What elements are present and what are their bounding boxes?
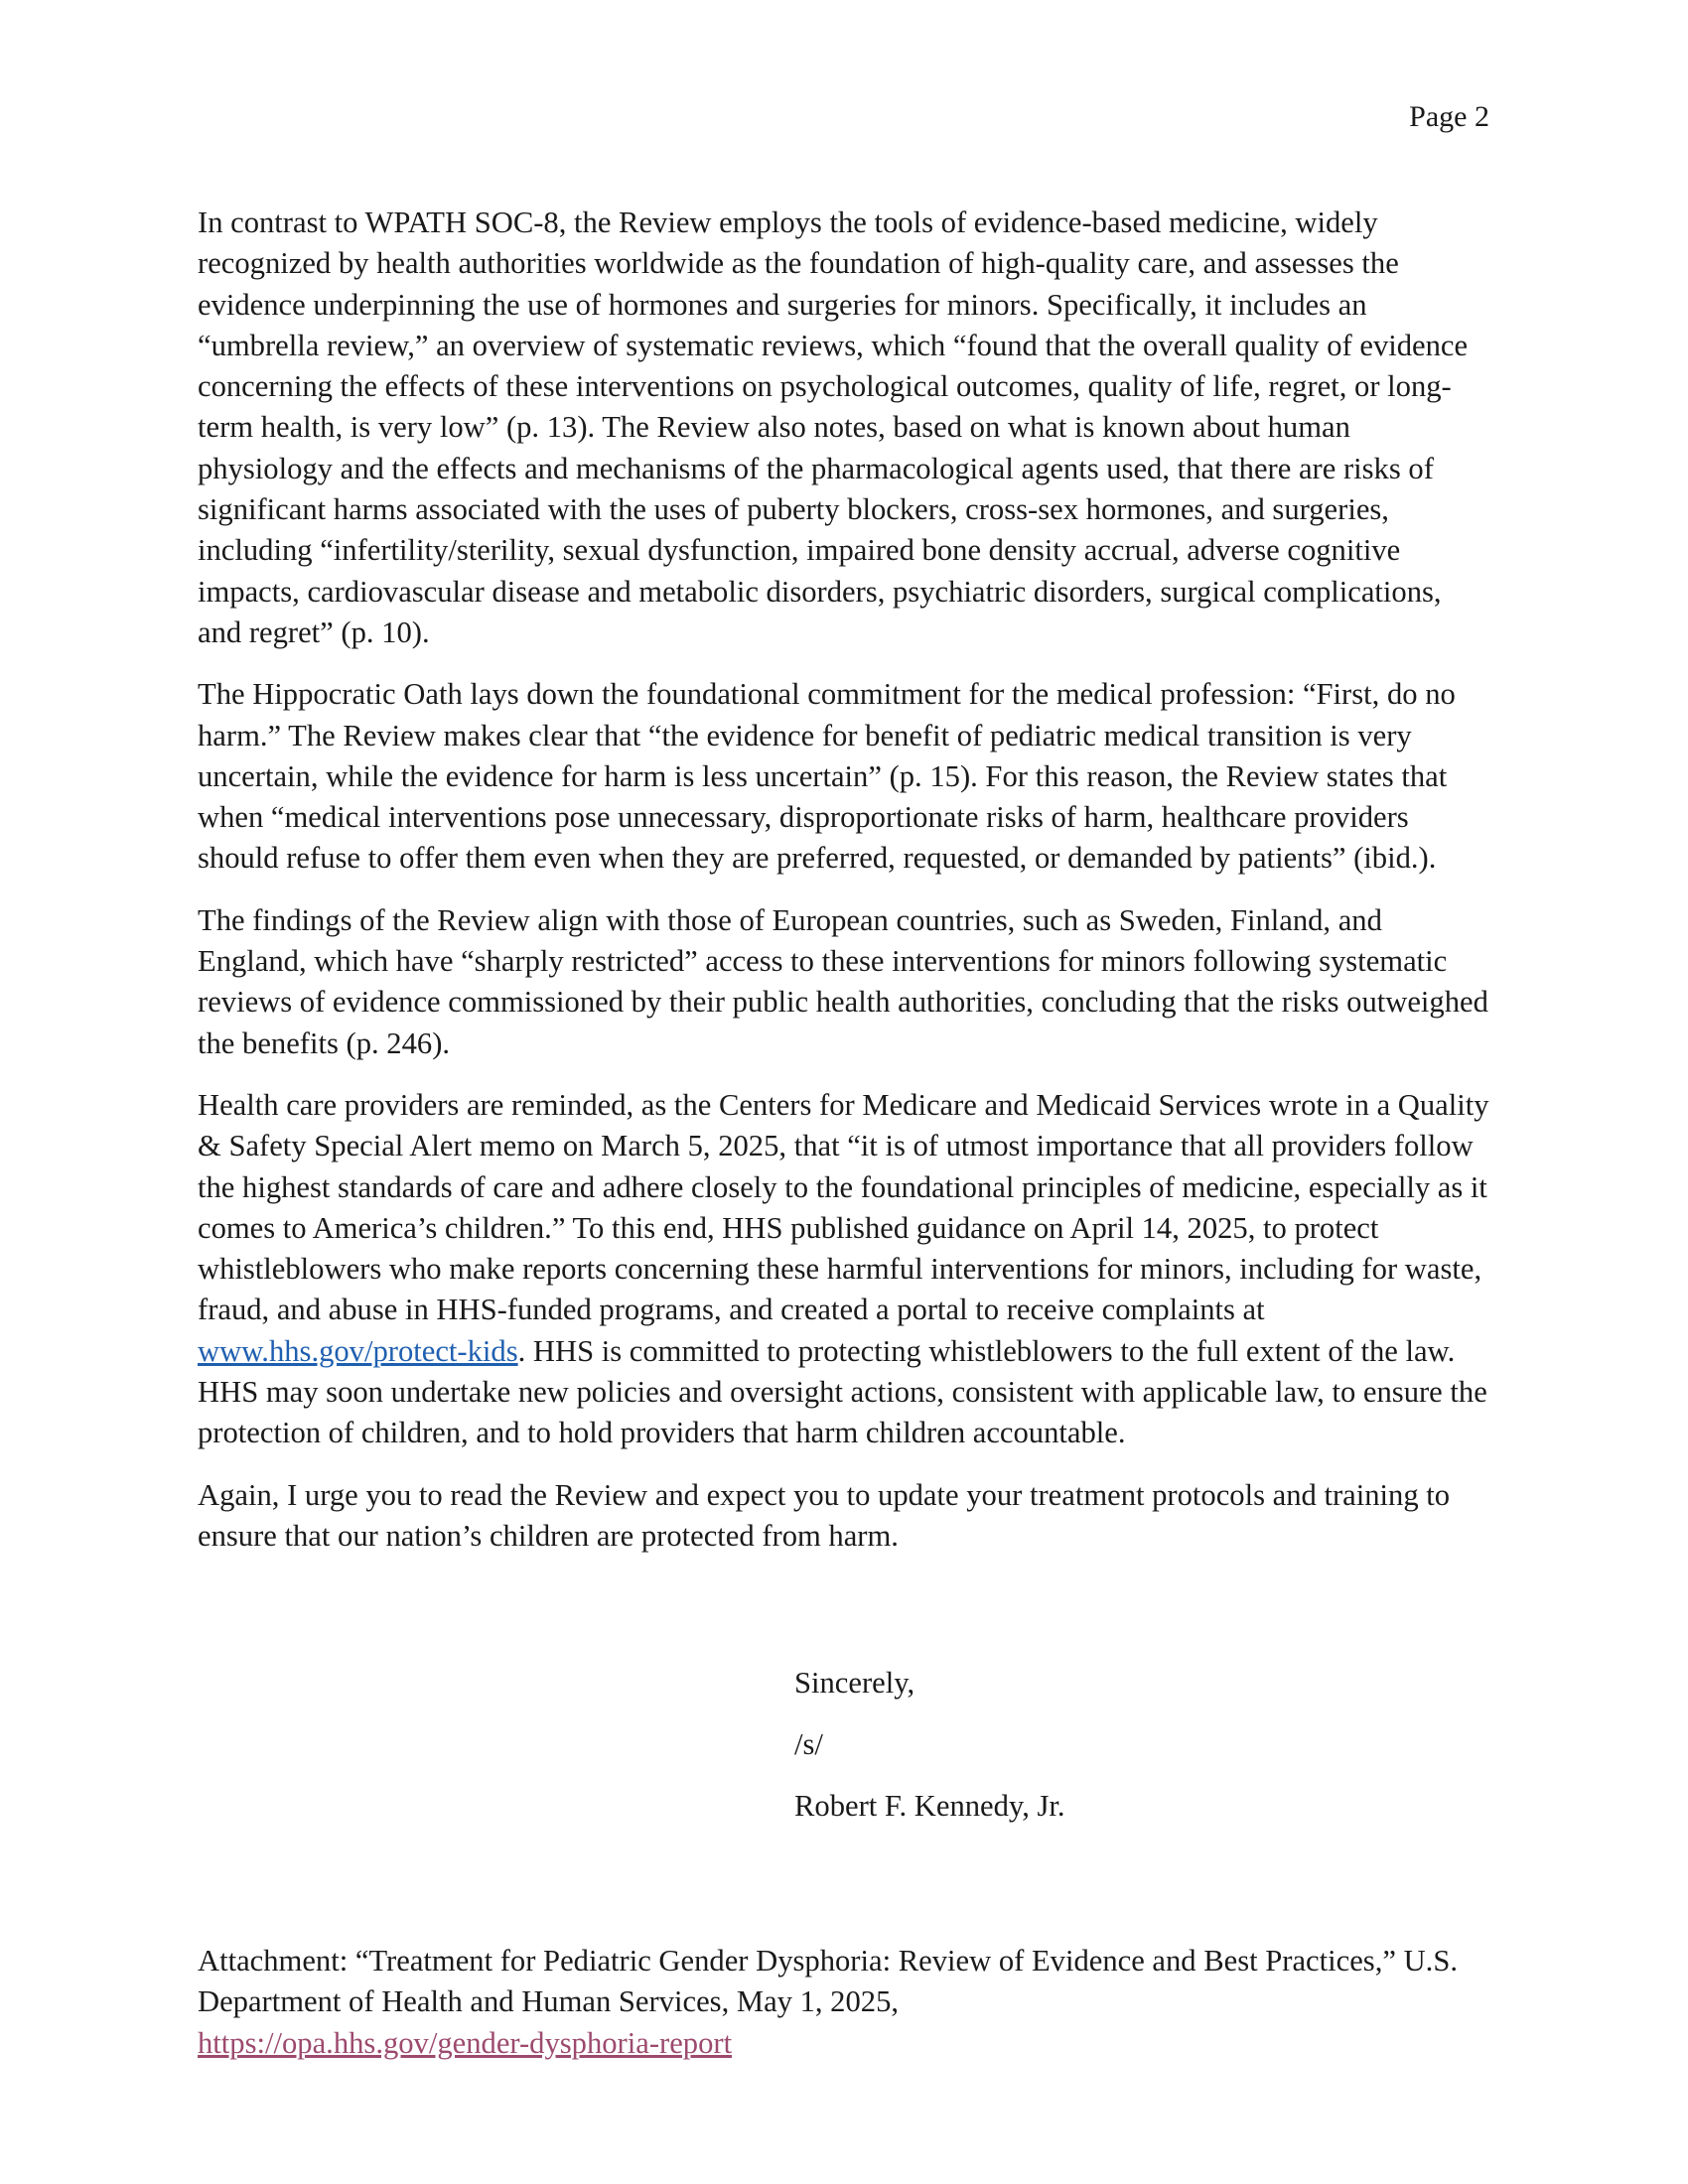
paragraph-evidence-review: In contrast to WPATH SOC-8, the Review employs the tools of evidence-based medicine, widely recognized by health authorities worldwide as the foundation of high-quality care, and assesses the evidence underpinning the use of hormones and surgeries for minors. Specifically, it includes an “umbrella review,” an overview of systematic reviews, which “found that the overall quality of evidence concerning the effects of these interventions on psychological outcomes, quality of life, regret, or long-term health, is very low” (p. 13). The Review also notes, based on what is known about human physiology and the effects and mechanisms of the pharmacological agents used, that there are risks of significant harms associated with the uses of puberty blockers, cross-sex hormones, and surgeries, including “infertility/sterility, sexual dysfunction, impaired bone density accrual, adverse cognitive impacts, cardiovascular disease and metabolic disorders, psychiatric disorders, surgical complications, and regret” (p. 10). — [198, 205, 1469, 649]
closing-salutation: Sincerely, — [794, 1666, 915, 1700]
paragraph-provider-reminder — [198, 1085, 1490, 1454]
paragraph-hippocratic-oath: The Hippocratic Oath lays down the foundational commitment for the medical profession: “First, do no harm.” The Review makes clear that “the evidence for benefit of pediatric medical transition is very uncertain, while the evidence for harm is less uncertain” (p. 15). For this reason, the Review states that when “medical interventions pose unnecessary, disproportionate risks of harm, healthcare providers should refuse to offer them even when they are preferred, requested, or demanded by patients” (ibid.). — [198, 677, 1456, 876]
signer-name: Robert F. Kennedy, Jr. — [794, 1789, 1065, 1823]
protect-kids-link[interactable]: www.hhs.gov/protect-kids — [198, 1333, 518, 1368]
attachment-report-link[interactable]: https://opa.hhs.gov/gender-dysphoria-report — [198, 2025, 733, 2060]
signature-block — [794, 1663, 1065, 1847]
paragraph-closing-urge: Again, I urge you to read the Review and expect you to update your treatment protocols and training to ensure that our nation’s children are protected from harm. — [198, 1477, 1451, 1553]
attachment-note — [198, 1941, 1490, 2064]
paragraph-provider-reminder-text-before: Health care providers are reminded, as the Centers for Medicare and Medicaid Services wrote in a Quality & Safety Special Alert memo on March 5, 2025, that “it is of utmost importance that all providers follow the highest standards of care and adhere closely to the foundational principles of medicine, especially as it comes to America’s children.” To this end, HHS published guidance on April 14, 2025, to protect whistleblowers who make reports concerning these harmful interventions for minors, including for waste, fraud, and abuse in HHS-funded programs, and created a portal to receive complaints at — [198, 1087, 1489, 1327]
letter-body — [198, 203, 1490, 1577]
attachment-text: Attachment: “Treatment for Pediatric Gender Dysphoria: Review of Evidence and Best Practices,” U.S. Department of Health and Human Services, May 1, 2025, — [198, 1944, 1458, 2019]
paragraph-provider-reminder-text-after: . HHS is committed to protecting whistleblowers to the full extent of the law. HHS may soon undertake new policies and oversight actions, consistent with applicable law, to ensure the protection of children, and to hold providers that harm children accountable. — [198, 1333, 1487, 1450]
paragraph-european-findings: The findings of the Review align with those of European countries, such as Sweden, Finland, and England, which have “sharply restricted” access to these interventions for minors following systematic reviews of evidence commissioned by their public health authorities, concluding that the risks outweighed the benefits (p. 246). — [198, 902, 1488, 1060]
signature-mark: /s/ — [794, 1727, 823, 1761]
page-number: Page 2 — [1409, 100, 1489, 133]
